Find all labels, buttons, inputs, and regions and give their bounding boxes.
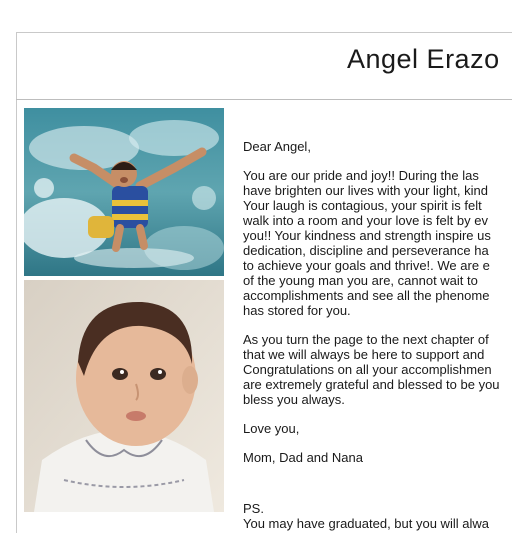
paragraph-line: Congratulations on all your accomplishmen — [243, 362, 492, 377]
letter-paragraph-2 — [243, 332, 512, 407]
paragraph-line: Your laugh is contagious, your spirit is felt — [243, 198, 482, 213]
ps-text: You may have graduated, but you will alwa — [243, 516, 489, 531]
header-divider — [16, 99, 512, 100]
child-water-skiing-photo — [24, 108, 224, 276]
paragraph-line: has stored for you. — [243, 303, 351, 318]
paragraph-line: As you turn the page to the next chapter of — [243, 332, 489, 347]
signature: Mom, Dad and Nana — [243, 450, 363, 465]
letter-body — [243, 139, 512, 545]
paragraph-line: accomplishments and see all the phenome — [243, 288, 490, 303]
paragraph-line: that we will always be here to support and — [243, 347, 485, 362]
paragraph-line: you!! Your kindness and strength inspire us — [243, 228, 491, 243]
paragraph-line: are extremely grateful and blessed to be you — [243, 377, 500, 392]
closing: Love you, — [243, 421, 300, 436]
paragraph-line: You are our pride and joy!! During the las — [243, 168, 479, 183]
baby-portrait-photo — [24, 280, 224, 512]
paragraph-line: walk into a room and your love is felt by ev — [243, 213, 488, 228]
paragraph-line: of the young man you are, cannot wait to — [243, 273, 478, 288]
paragraph-line: have brighten our lives with your light, kind — [243, 183, 488, 198]
page-title: Angel Erazo — [347, 44, 500, 74]
paragraph-line: bless you always. — [243, 392, 345, 407]
letter-paragraph-1 — [243, 168, 512, 318]
paragraph-line: dedication, discipline and perseverance ha — [243, 243, 489, 258]
salutation: Dear Angel, — [243, 139, 311, 154]
ps-label: PS. — [243, 501, 264, 516]
paragraph-line: to achieve your goals and thrive!. We are e — [243, 258, 490, 273]
